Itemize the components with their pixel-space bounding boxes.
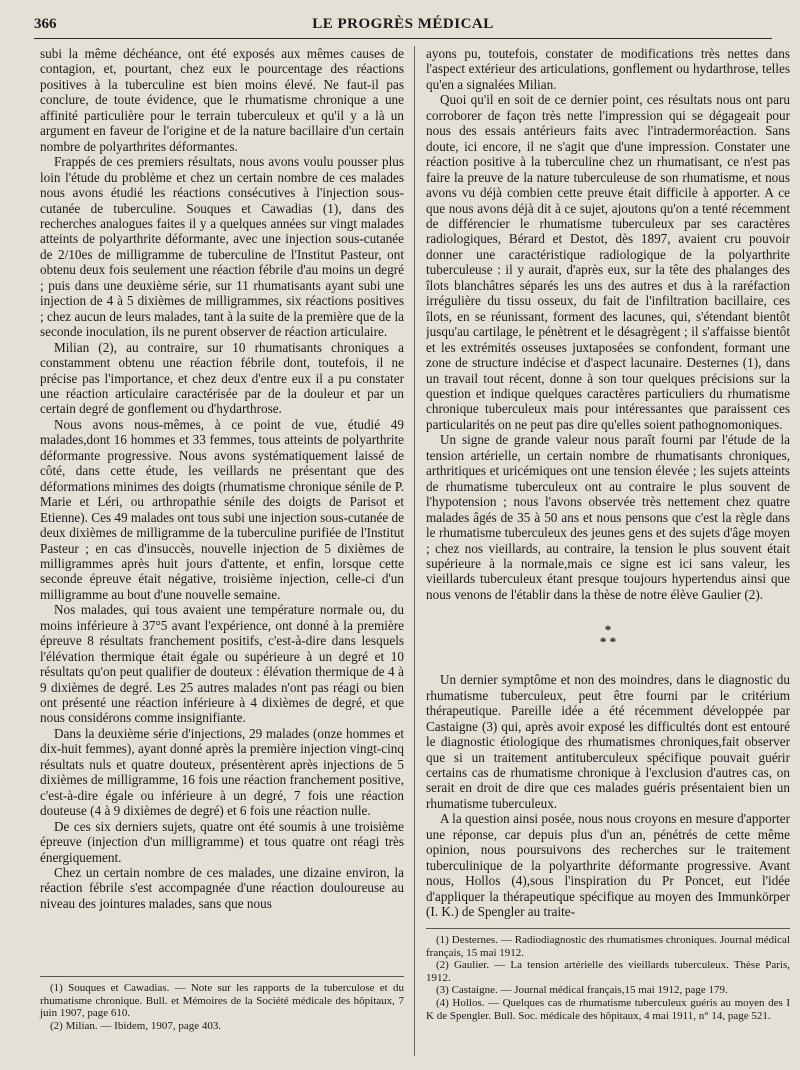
footnote-gaulier: (2) Gaulier. — La tension artérielle des vieillards tuberculeux. Thèse Paris, 1912. — [426, 959, 790, 984]
left-column — [40, 46, 404, 1058]
journal-title: LE PROGRÈS MÉDICAL — [312, 16, 494, 32]
footnote-souques: (1) Souques et Cawadias. — Note sur les rapports de la tuberculose et du rhumatisme chronique. Bull. et Mémoires de la Société médicale des hôpitaux, 7 juin 1907, page 610. — [40, 982, 404, 1020]
left-paragraph-1: subi la même déchéance, ont été exposés aux mêmes causes de contagion, et, pourtant, chez eux le pourcentage des réactions positives à la tuberculine est bien moins élevé. Ne faut-il pas conclure, de toute évidence, que le rhumatisme chronique a une affinité particulière pour le terrain tuberculeux et qu'il y a là un argument en faveur de l'origine et de la nature bacillaire d'un certain nombre de polyarthrites déformantes. — [40, 46, 404, 154]
section-asterism: * * * — [599, 622, 617, 650]
footnote-hollos: (4) Hollos. — Quelques cas de rhumatisme tuberculeux guéris au moyen des I K de Spengler. Bull. Soc. médicale des hôpitaux, 4 mai 1911, n° 14, page 521. — [426, 996, 790, 1022]
page-number: 366 — [34, 16, 57, 32]
right-column — [426, 46, 790, 1058]
left-footnotes — [40, 976, 404, 1032]
left-paragraph-7: De ces six derniers sujets, quatre ont été soumis à une troisième épreuve (injection d'un milligramme) et tous quatre ont réagi très énergiquement. — [40, 818, 404, 865]
right-paragraph-1: ayons pu, toutefois, constater de modifications très nettes dans l'aspect extérieur des articulations, gonflement ou hydarthrose, telles qu'en a signalées Milian. — [426, 46, 790, 92]
left-paragraph-3: Milian (2), au contraire, sur 10 rhumatisants chroniques a constamment obtenu une réaction fébrile dont, toutefois, il ne précise pas l'importance, et chez deux d'entre eux il a pu constater une réaction articulaire caractérisée par de la douleur et par un certain degré de gonflement ou d'hydarthrose. — [40, 339, 404, 417]
footnote-desternes: (1) Desternes. — Radiodiagnostic des rhumatismes chroniques. Journal médical français, 15 mai 1912. — [426, 934, 790, 959]
footnote-milian: (2) Milian. — Ibidem, 1907, page 403. — [50, 1019, 222, 1032]
right-paragraph-4: Un dernier symptôme et non des moindres, dans le diagnostic du rhumatisme tuberculeux, peut être fourni par le critérium thérapeutique. Pareille idée a été récemment développée par Castaigne (3) qui, après avoir exposé les difficultés dont est entouré le diagnostic étiologique des rhumatismes chroniques,fait observer que si un traitement antituberculeux spécifique pouvait guérir certains cas de rhumatisme chronique à l'exclusion d'autres cas, on serait en droit de dire que ces malades guéris présentaient bien un rhumatisme tuberculeux. — [426, 672, 790, 811]
right-paragraph-2: Quoi qu'il en soit de ce dernier point, ces résultats nous ont paru corroborer de façon très nette l'impression qui se dégageait pour nous des essais antérieurs faits avec l'intradermoréaction. Sans doute, ici encore, il ne s'agit que d'une impression. Constater une réaction positive à la tuberculine chez un rhumatisant, ce n'est pas faire la preuve de la nature tuberculeuse de son rhumatisme, et nous avons vu déjà combien cette preuve était difficile à apporter. A ce que nous avons déjà dit à ce sujet, ajoutons qu'on a tenté récemment de différencier le rhumatisme tuberculeux par ses caractères radiologiques, Bérard et Destot, dès 1897, avaient cru pouvoir donner une caractéristique radiologique de la polyarthrite tuberculeuse : il y aurait, d'après eux, sur la tête des phalanges des îlots blanchâtres séparés les uns des autres et dus à la raréfaction irrégulière du tissu osseux, du fait de l'infiltration bacillaire, ces îlots, en se réunissant, forment des lacunes, qui, s'étendant bientôt jusqu'au cartilage, le pénètrent et le désagrègent ; il s'affaisse bientôt et les extrémités osseuses juxtaposées se confondent, formant une zone de structure indécise et d'aspect lacunaire. Desternes (1), dans un travail tout récent, donne à son tour quelques précisions sur la question et indique quelques caractères particuliers du rhumatisme chronique tuberculeux mais pour intéressantes que paraissent ces particularités on ne peut pas dire qu'elles soient pathognomoniques. — [426, 92, 790, 432]
right-footnotes — [426, 928, 790, 1022]
left-paragraph-6: Dans la deuxième série d'injections, 29 malades (onze hommes et dix-huit femmes), ayant donné après la première injection vingt-cinq résultats nuls et quatre douteux, présentèrent après injections de 5 dixièmes de milligramme, 16 fois une réaction franchement positive, c'est-à-dire égale ou inférieure à un degré, 7 fois une réaction douteuse (4 à 9 dixièmes de degré) et 6 fois une réaction nulle. — [40, 725, 404, 819]
right-paragraph-3: Un signe de grande valeur nous paraît fourni par l'étude de la tension artérielle, un certain nombre de rhumatisants chroniques, arthritiques et uricémiques ont une tension élevée ; les sujets atteints de rhumatisme tuberculeux ont au contraire le plus souvent de l'hypotension ; nous l'avons observée très nettement chez quatre malades âgés de 35 à 50 ans et nous pensons que c'est la règle dans le rhumatisme tuberculeux des jeunes gens et des sujets d'âge moyen ; chez nos vieillards, au contraire, la tension le plus souvent était supérieure à la normale,mais ce signe est ici sans valeur, les vieillards tuberculeux étant presque toujours hypertendus ainsi que nous venons de l'établir dans la thèse de notre élève Gaulier (2). — [426, 432, 790, 602]
left-paragraph-5: Nos malades, qui tous avaient une température normale ou, du moins inférieure à 37°5 avant l'expérience, ont donné à la première épreuve 8 résultats franchement positifs, c'est-à-dire dans lesquels l'élévation thermique était égale ou supérieure à un degré et 10 résultats qu'on peut qualifier de douteux : élévation thermique de 4 à 9 dixièmes de degré. Les 25 autres malades n'ont pas réagi ou bien ont présenté une réaction inférieure à 4 dixièmes de degré, et que nous considérons comme insignifiante. — [40, 602, 404, 726]
left-paragraph-2: Frappés de ces premiers résultats, nous avons voulu pousser plus loin l'étude du problème et chez un certain nombre de ces malades nous avons étudié les réactions consécutives à l'injection sous-cutanée de tuberculine. Souques et Cawadias (1), dans des recherches analogues faites il y a quelques années sur vingt malades atteints de polyarthrite déformante, avec une injection sous-cutanée de 2/10es de milligramme de tuberculine de l'Institut Pasteur, ont obtenu deux fois seulement une réaction fébrile d'au moins un degré ; puis dans une deuxième série, sur 11 rhumatisants ayant subi une injection de 4 à 5 dixièmes de milligrammes, six réactions positives ; chez aucun de leurs malades, tant à la suite de la première que de la seconde inoculation, ils ne purent observer de réaction articulaire. — [40, 154, 404, 340]
page-header — [34, 16, 772, 39]
left-paragraph-4: Nous avons nous-mêmes, à ce point de vue, étudié 49 malades,dont 16 hommes et 33 femmes, tous atteints de polyarthrite déformante progressive. Nous avons systématiquement laissé de côté, dans cette étude, les veillards ne présentant que des déformations minimes des doigts (rhumatisme chronique sénile de P. Marie et Léri, ou arthropathie sénile des doigts de Parisot et Etienne). Ces 49 malades ont tous subi une injection sous-cutanée de deux dixièmes de milligramme de la tuberculine purifiée de l'Institut Pasteur ; en cas d'insuccès, nouvelle injection de 5 dixièmes de milligrammes après huit jours d'attente, et enfin, lorsque cette seconde épreuve était négative, troisième injection, celle-ci d'un milligramme au bout d'une nouvelle semaine. — [40, 416, 404, 602]
column-divider — [414, 46, 415, 1056]
right-paragraph-5: A la question ainsi posée, nous nous croyons en mesure d'apporter une réponse, car depuis plus d'un an, pénétrés de cette même opinion, nous poursuivons des recherches sur le traitement tuberculinique de la polyarthrite déformante progressive. Avant nous, Hollos (4),sous l'inspiration du Pr Poncet, eut l'idée d'appliquer la thérapeutique spécifique au moyen des Immunkörper (I. K.) de Spengler au traite- — [426, 811, 790, 920]
footnote-castaigne: (3) Castaigne. — Journal médical français,15 mai 1912, page 179. — [436, 984, 728, 997]
left-paragraph-8: Chez un certain nombre de ces malades, une dizaine environ, la réaction fébrile s'est accompagnée d'une réaction douloureuse au niveau des jointures malades, sans que nous — [40, 865, 404, 911]
